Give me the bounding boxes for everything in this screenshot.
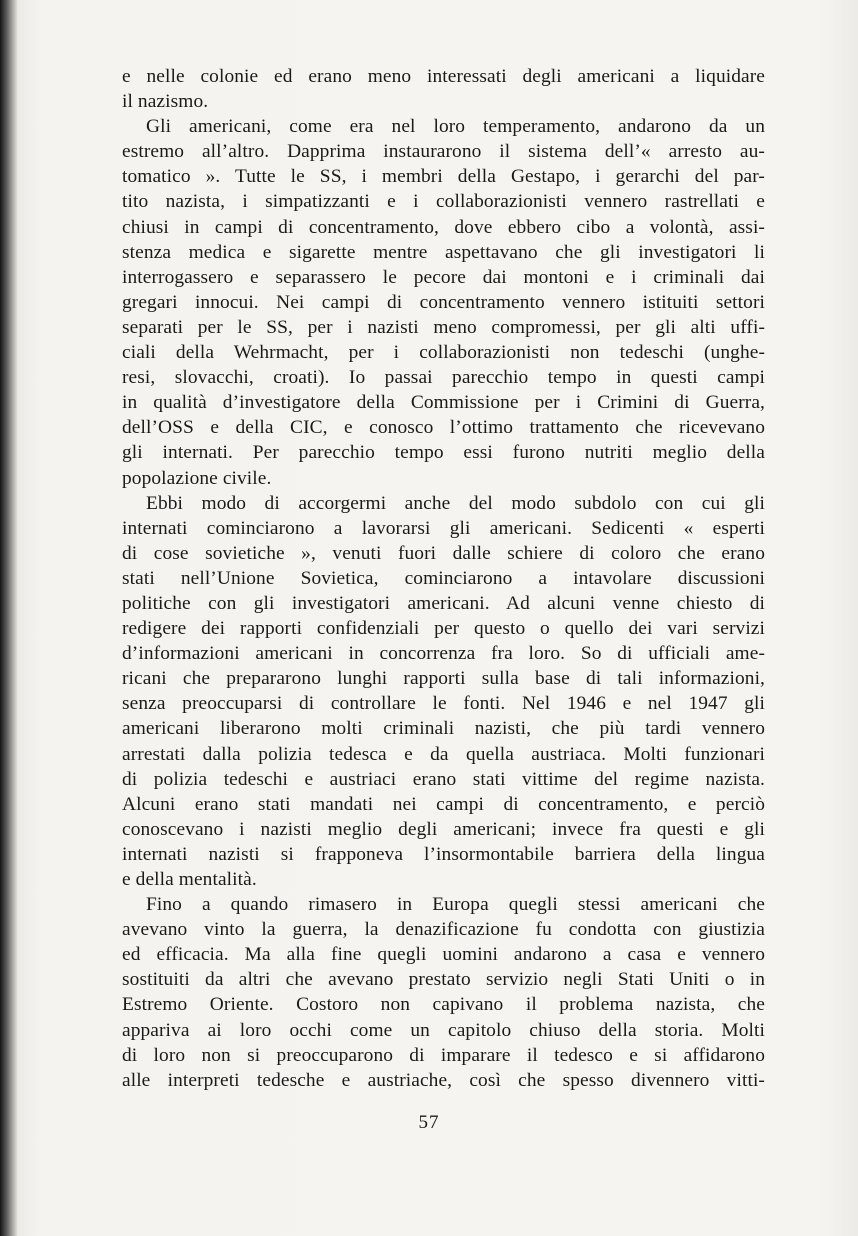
text-line: gregari innocui. Nei campi di concentramento vennero istituiti settori [122, 291, 765, 313]
text-line: internati cominciarono a lavorarsi gli americani. Sedicenti « esperti [122, 517, 765, 539]
text-line: di polizia tedeschi e austriaci erano stati vittime del regime nazista. [122, 768, 765, 790]
page-number: 57 [418, 1112, 440, 1133]
text-line: tomatico ». Tutte le SS, i membri della Gestapo, i gerarchi del par- [122, 166, 765, 188]
text-line: stati nell’Unione Sovietica, cominciarono a intavolare discussioni [122, 567, 765, 589]
text-line: Alcuni erano stati mandati nei campi di concentramento, e perciò [122, 793, 765, 815]
text-line: chiusi in campi di concentramento, dove ebbero cibo a volontà, assi- [122, 216, 765, 238]
text-line: alle interpreti tedesche e austriache, così che spesso divennero vitti- [122, 1069, 765, 1091]
text-line: d’informazioni americani in concorrenza fra loro. So di ufficiali ame- [122, 643, 765, 665]
text-line: Ebbi modo di accorgermi anche del modo subdolo con cui gli [146, 492, 765, 514]
paragraph [122, 114, 765, 490]
text-line: Gli americani, come era nel loro temperamento, andarono da un [146, 116, 765, 138]
text-line: americani liberarono molti criminali nazisti, che più tardi vennero [122, 718, 765, 740]
text-line: di loro non si preoccuparono di imparare il tedesco e si affidarono [122, 1044, 765, 1066]
text-line: in qualità d’investigatore della Commissione per i Crimini di Guerra, [122, 392, 765, 414]
text-line: tito nazista, i simpatizzanti e i collaborazionisti vennero rastrellati e [122, 191, 765, 213]
text-line: e della mentalità. [122, 869, 257, 890]
paragraph [122, 64, 765, 114]
text-line: gli internati. Per parecchio tempo essi furono nutriti meglio della [122, 442, 765, 464]
body-text [122, 64, 765, 1093]
text-line: Fino a quando rimasero in Europa quegli stessi americani che [146, 894, 765, 916]
text-line: ed efficacia. Ma alla fine quegli uomini andarono a casa e vennero [122, 944, 765, 966]
text-line: internati nazisti si frapponeva l’insormontabile barriera della lingua [122, 843, 765, 865]
text-line: resi, slovacchi, croati). Io passai parecchio tempo in questi campi [122, 367, 765, 389]
text-line: Estremo Oriente. Costoro non capivano il problema nazista, che [122, 994, 765, 1016]
text-line: redigere dei rapporti confidenziali per questo o quello dei vari servizi [122, 618, 765, 640]
text-line: avevano vinto la guerra, la denazificazione fu condotta con giustizia [122, 919, 765, 941]
text-line: separati per le SS, per i nazisti meno compromessi, per gli alti uffi- [122, 316, 765, 338]
text-line: senza preoccuparsi di controllare le fonti. Nel 1946 e nel 1947 gli [122, 693, 765, 715]
text-line: stenza medica e sigarette mentre aspettavano che gli investigatori li [122, 241, 765, 263]
text-line: conoscevano i nazisti meglio degli americani; invece fra questi e gli [122, 818, 765, 840]
text-line: arrestati dalla polizia tedesca e da quella austriaca. Molti funzionari [122, 743, 765, 765]
book-spine-shadow [0, 0, 18, 1236]
text-line: politiche con gli investigatori americani. Ad alcuni venne chiesto di [122, 592, 765, 614]
text-line: appariva ai loro occhi come un capitolo chiuso della storia. Molti [122, 1019, 765, 1041]
paragraph [122, 892, 765, 1093]
text-line: popolazione civile. [122, 467, 272, 489]
text-line: interrogassero e separassero le pecore dai montoni e i criminali dai [122, 266, 765, 288]
text-line: il nazismo. [122, 91, 209, 113]
text-line: e nelle colonie ed erano meno interessati degli americani a liquidare [122, 66, 765, 87]
text-line: sostituiti da altri che avevano prestato servizio negli Stati Uniti o in [122, 969, 765, 991]
text-line: di cose sovietiche », venuti fuori dalle schiere di coloro che erano [122, 542, 765, 564]
text-line: ciali della Wehrmacht, per i collaborazionisti non tedeschi (unghe- [122, 342, 765, 364]
text-line: ricani che prepararono lunghi rapporti sulla base di tali informazioni, [122, 668, 765, 690]
text-line: estremo all’altro. Dapprima instaurarono il sistema dell’« arresto au- [122, 141, 765, 163]
text-line: dell’OSS e della CIC, e conosco l’ottimo trattamento che ricevevano [122, 417, 765, 439]
paragraph [122, 491, 765, 893]
